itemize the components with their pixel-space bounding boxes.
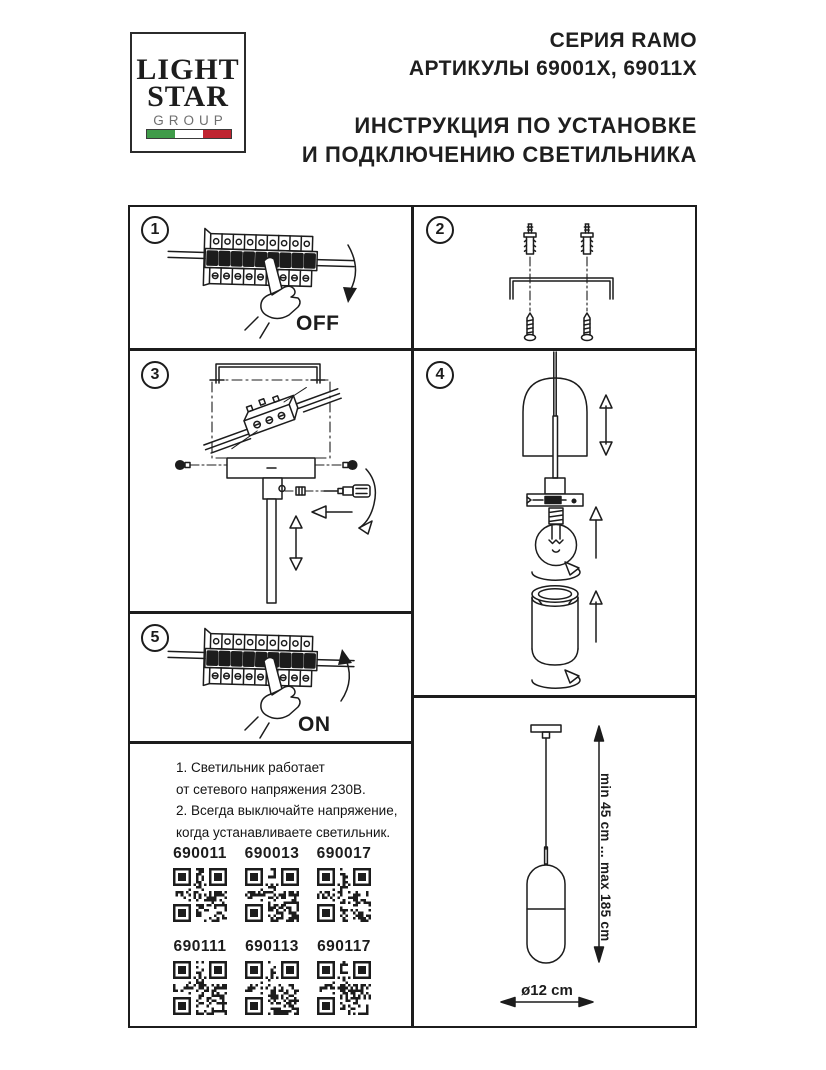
qr-code	[245, 868, 299, 922]
qr-code	[173, 868, 227, 922]
step4-assembly-diagram	[415, 350, 695, 695]
note-line: от сетевого напряжения 230В.	[176, 781, 366, 797]
off-label: OFF	[296, 312, 340, 335]
wall-plug-icon	[581, 224, 593, 254]
rotate-arrow-icon	[532, 562, 580, 580]
screwdriver-icon	[324, 485, 370, 497]
qr-code	[317, 868, 371, 922]
arrow-up-icon	[338, 649, 352, 701]
light-bulb-icon	[536, 508, 577, 566]
set-screw-icon	[285, 487, 324, 495]
article-number: 690011	[173, 845, 227, 862]
qr-cell	[164, 845, 236, 922]
safety-notes	[176, 757, 412, 843]
instruction-title-line1: ИНСТРУКЦИЯ ПО УСТАНОВКЕ	[354, 113, 697, 138]
qr-code	[245, 961, 299, 1015]
step5-number: 5	[141, 624, 169, 652]
note-line: 2. Всегда выключайте напряжение,	[176, 803, 398, 819]
qr-cell	[236, 845, 308, 922]
articles-line: АРТИКУЛЫ 69001X, 69011X	[408, 57, 697, 80]
screw-icon	[525, 313, 536, 341]
mounting-plate-icon	[227, 458, 315, 478]
arrow-up-down-icon	[290, 516, 302, 570]
article-number: 690111	[173, 938, 227, 955]
stem-block-icon	[263, 478, 285, 499]
qr-cell	[164, 938, 236, 1015]
pendant-lamp-icon	[527, 725, 565, 963]
series-title: СЕРИЯ RAMO	[549, 29, 697, 52]
on-label: ON	[298, 713, 331, 736]
arrow-up-icon	[590, 507, 602, 558]
arrow-up-icon	[590, 591, 602, 642]
article-number: 690117	[317, 938, 371, 955]
shade-cylinder-icon	[532, 586, 578, 665]
side-screw-icon	[176, 461, 227, 470]
arrow-up-down-icon	[600, 395, 612, 455]
terminal-block-wires-icon	[196, 374, 345, 457]
qr-code	[317, 961, 371, 1015]
grid-divider-left-row3	[128, 741, 413, 744]
qr-cell	[236, 938, 308, 1015]
diameter-label: ø12 cm	[521, 982, 573, 999]
step1-number: 1	[141, 216, 169, 244]
article-number: 690013	[244, 845, 300, 862]
step2-mounting-parts-diagram	[415, 207, 695, 346]
logo-word-group: GROUP	[153, 113, 228, 128]
wall-plug-icon	[524, 224, 536, 254]
cord-grip-block	[545, 478, 565, 494]
rotate-arrow-icon	[359, 469, 375, 534]
step2-number: 2	[426, 216, 454, 244]
step4-number: 4	[426, 361, 454, 389]
step3-ceiling-mount-diagram	[130, 350, 411, 609]
pendant-rod	[267, 499, 276, 603]
logo-word-star: STAR	[147, 80, 229, 113]
qr-cell	[308, 938, 380, 1015]
rotate-arrow-icon	[532, 670, 580, 688]
step3-number: 3	[141, 361, 169, 389]
dimensions-diagram	[413, 697, 697, 1026]
arrow-left-icon	[312, 506, 352, 518]
step1-breaker-off-diagram	[130, 207, 411, 346]
italian-flag-stripe	[146, 129, 232, 139]
height-range-label: min 45 cm ... max 185 cm	[598, 773, 613, 942]
header-titles	[302, 27, 697, 169]
step5-breaker-on-diagram	[130, 613, 411, 739]
note-line: 1. Светильник работает	[176, 760, 325, 775]
logo-word-light: LIGHT	[136, 53, 240, 86]
screw-icon	[582, 313, 593, 341]
article-number: 690113	[245, 938, 299, 955]
socket-plate-icon	[527, 494, 583, 506]
cord-sleeve	[553, 416, 558, 478]
mounting-bracket-icon	[510, 278, 613, 299]
article-number: 690017	[316, 845, 372, 862]
qr-code	[173, 961, 227, 1015]
arrow-down-icon	[343, 245, 357, 303]
lightstar-logo	[130, 32, 246, 153]
qr-cell	[308, 845, 380, 922]
instruction-title-line2: И ПОДКЛЮЧЕНИЮ СВЕТИЛЬНИКА	[301, 142, 697, 167]
side-screw-icon	[315, 461, 357, 470]
note-line: когда устанавливаете светильник.	[176, 824, 391, 840]
article-qr-grid	[164, 845, 380, 1015]
